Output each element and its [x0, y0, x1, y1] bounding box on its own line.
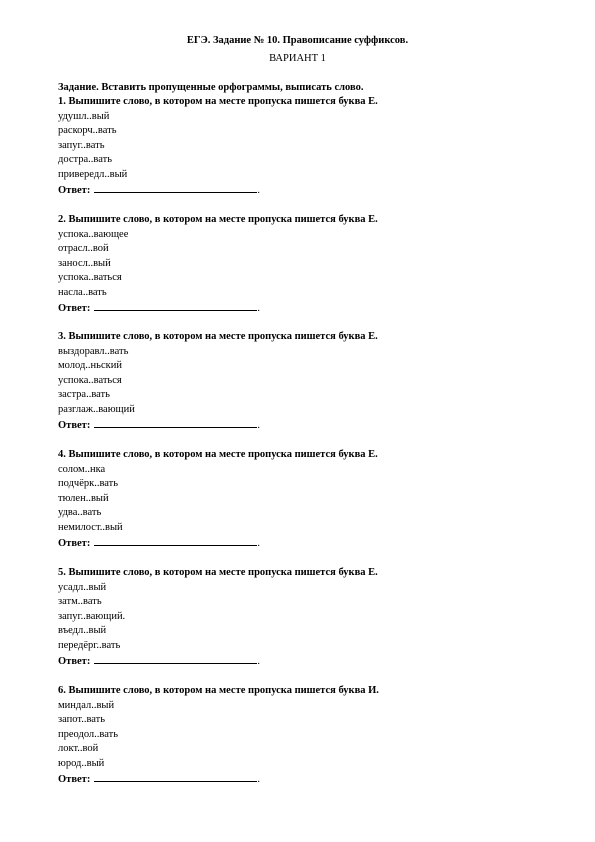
document-title: ЕГЭ. Задание № 10. Правописание суффиксов.: [186, 35, 409, 46]
task-question: 2. Выпишите слово, в котором на месте пропуска пишется буква Е.: [58, 214, 378, 225]
answer-period: .: [257, 773, 260, 785]
task-word: молод..ньский: [58, 360, 122, 372]
task-word: насла..вать: [58, 287, 107, 298]
instruction-text: Задание. Вставить пропущенные орфограммы, выписать слово.: [58, 82, 364, 93]
task-word: подчёрк..вать: [58, 478, 119, 490]
answer-period: .: [257, 655, 260, 667]
task-word: передёрг..вать: [58, 640, 121, 651]
answer-blank-field[interactable]: [94, 772, 257, 782]
task-word: преодол..вать: [58, 728, 119, 740]
task-word: успока..ваться: [58, 272, 122, 284]
task-word: застра..вать: [58, 389, 110, 401]
answer-label: Ответ:: [58, 655, 91, 667]
task-word: тюлен..вый: [58, 492, 109, 504]
task-word: привередл..вый: [58, 169, 128, 180]
task-word: отрасл..вой: [58, 243, 109, 255]
answer-label: Ответ:: [58, 419, 91, 431]
answer-label: Ответ:: [58, 537, 91, 549]
task-word: въедл..вый: [58, 625, 107, 637]
task-word: немилост..вый: [58, 522, 123, 533]
task-word: раскорч..вать: [58, 125, 117, 137]
answer-period: .: [257, 302, 260, 314]
task-word: заносл..вый: [58, 257, 111, 269]
answer-row: [58, 772, 260, 786]
answer-label: Ответ:: [58, 184, 91, 196]
answer-blank-field[interactable]: [94, 301, 257, 311]
answer-blank-field[interactable]: [94, 654, 257, 664]
task-word: удва..вать: [58, 507, 102, 519]
task-word: запуг..вать: [58, 139, 105, 151]
answer-label: Ответ:: [58, 773, 91, 785]
task-word: затм..вать: [58, 596, 102, 608]
task-word: выздоравл..вать: [58, 345, 129, 357]
answer-period: .: [257, 184, 260, 196]
task-word: удушл..вый: [58, 110, 110, 122]
answer-row: [58, 418, 260, 432]
task-word: юрод..вый: [58, 758, 105, 769]
task-word: запот..вать: [58, 714, 106, 726]
task-question: 1. Выпишите слово, в котором на месте пропуска пишется буква Е.: [58, 96, 378, 107]
task-question: 4. Выпишите слово, в котором на месте пропуска пишется буква Е.: [58, 449, 378, 460]
task-word: успока..ваться: [58, 374, 122, 386]
task-word: успока..вающее: [58, 228, 129, 240]
task-word: локт..вой: [58, 743, 99, 755]
answer-blank-field[interactable]: [94, 536, 257, 546]
task-word: миндал..вый: [58, 699, 115, 711]
answer-label: Ответ:: [58, 302, 91, 314]
answer-row: [58, 536, 260, 550]
task-question: 6. Выпишите слово, в котором на месте пропуска пишется буква И.: [58, 685, 379, 696]
answer-period: .: [257, 537, 260, 549]
answer-blank-field[interactable]: [94, 418, 257, 428]
answer-row: [58, 654, 260, 668]
answer-blank-field[interactable]: [94, 183, 257, 193]
answer-row: [58, 183, 260, 197]
task-word: запуг..вающий.: [58, 610, 126, 622]
variant-heading: ВАРИАНТ 1: [269, 53, 326, 64]
task-word: разглаж..вающий: [58, 404, 135, 415]
task-word: усадл..вый: [58, 581, 107, 593]
task-question: 3. Выпишите слово, в котором на месте пропуска пишется буква Е.: [58, 331, 378, 342]
answer-period: .: [257, 419, 260, 431]
task-question: 5. Выпишите слово, в котором на месте пропуска пишется буква Е.: [58, 567, 378, 578]
task-word: солом..нка: [58, 463, 106, 475]
answer-row: [58, 301, 260, 315]
task-word: достра..вать: [58, 154, 112, 166]
